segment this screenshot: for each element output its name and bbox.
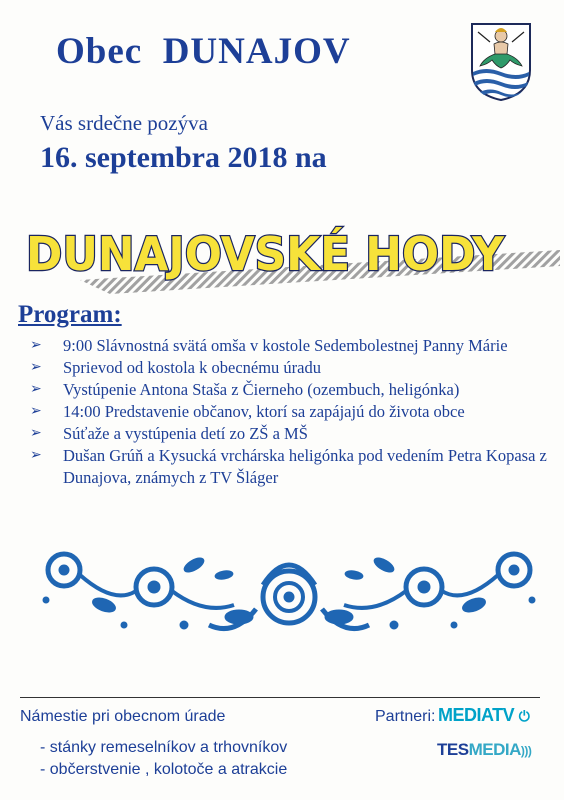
list-item: ➢ Dušan Grúň a Kysucká vrchárska heligónka pod vedením Petra Kopasa z Dunajova, známych z TV Šláger xyxy=(30,446,547,487)
extras-list xyxy=(40,737,287,781)
signal-icon: ))) xyxy=(520,744,532,758)
list-item: - občerstvenie , kolotoče a atrakcie xyxy=(40,761,288,778)
invitation-text: Vás srdečne pozýva xyxy=(40,111,208,135)
coat-of-arms-icon xyxy=(470,22,532,102)
list-item: ➢ Vystúpenie Antona Staša z Čierneho (ozembuch, heligónka) xyxy=(30,380,460,399)
event-date: 16. septembra 2018 na xyxy=(40,141,327,174)
arrow-icon: ➢ xyxy=(30,448,42,463)
arrow-icon: ➢ xyxy=(30,426,42,441)
folk-ornament-icon xyxy=(34,545,544,645)
program-heading: Program: xyxy=(18,301,122,328)
page-title: Obec DUNAJOV xyxy=(56,31,351,72)
arrow-icon: ➢ xyxy=(30,338,42,353)
list-item: ➢ 14:00 Predstavenie občanov, ktorí sa zapájajú do života obce xyxy=(30,402,465,421)
mediatv-logo: MEDIATV ⏻ xyxy=(438,705,530,725)
banner-title: DUNAJOVSKÉ HODY xyxy=(26,227,505,281)
list-item: ➢ 9:00 Slávnostná svätá omša v kostole Sedembolestnej Panny Márie xyxy=(30,336,508,355)
program-list xyxy=(30,335,550,489)
arrow-icon: ➢ xyxy=(30,404,42,419)
power-icon: ⏻ xyxy=(518,708,530,724)
list-item: ➢ Súťaže a vystúpenia detí zo ZŠ a MŠ xyxy=(30,424,308,443)
partners-label: Partneri: xyxy=(375,708,436,725)
venue-text: Námestie pri obecnom úrade xyxy=(20,708,226,725)
list-item: - stánky remeselníkov a trhovníkov xyxy=(40,739,288,756)
event-banner xyxy=(20,210,560,300)
divider xyxy=(20,697,540,698)
tesmedia-logo: TESMEDIA))) xyxy=(437,740,532,759)
arrow-icon: ➢ xyxy=(30,382,42,397)
arrow-icon: ➢ xyxy=(30,360,42,375)
list-item: ➢ Sprievod od kostola k obecnému úradu xyxy=(30,358,321,377)
